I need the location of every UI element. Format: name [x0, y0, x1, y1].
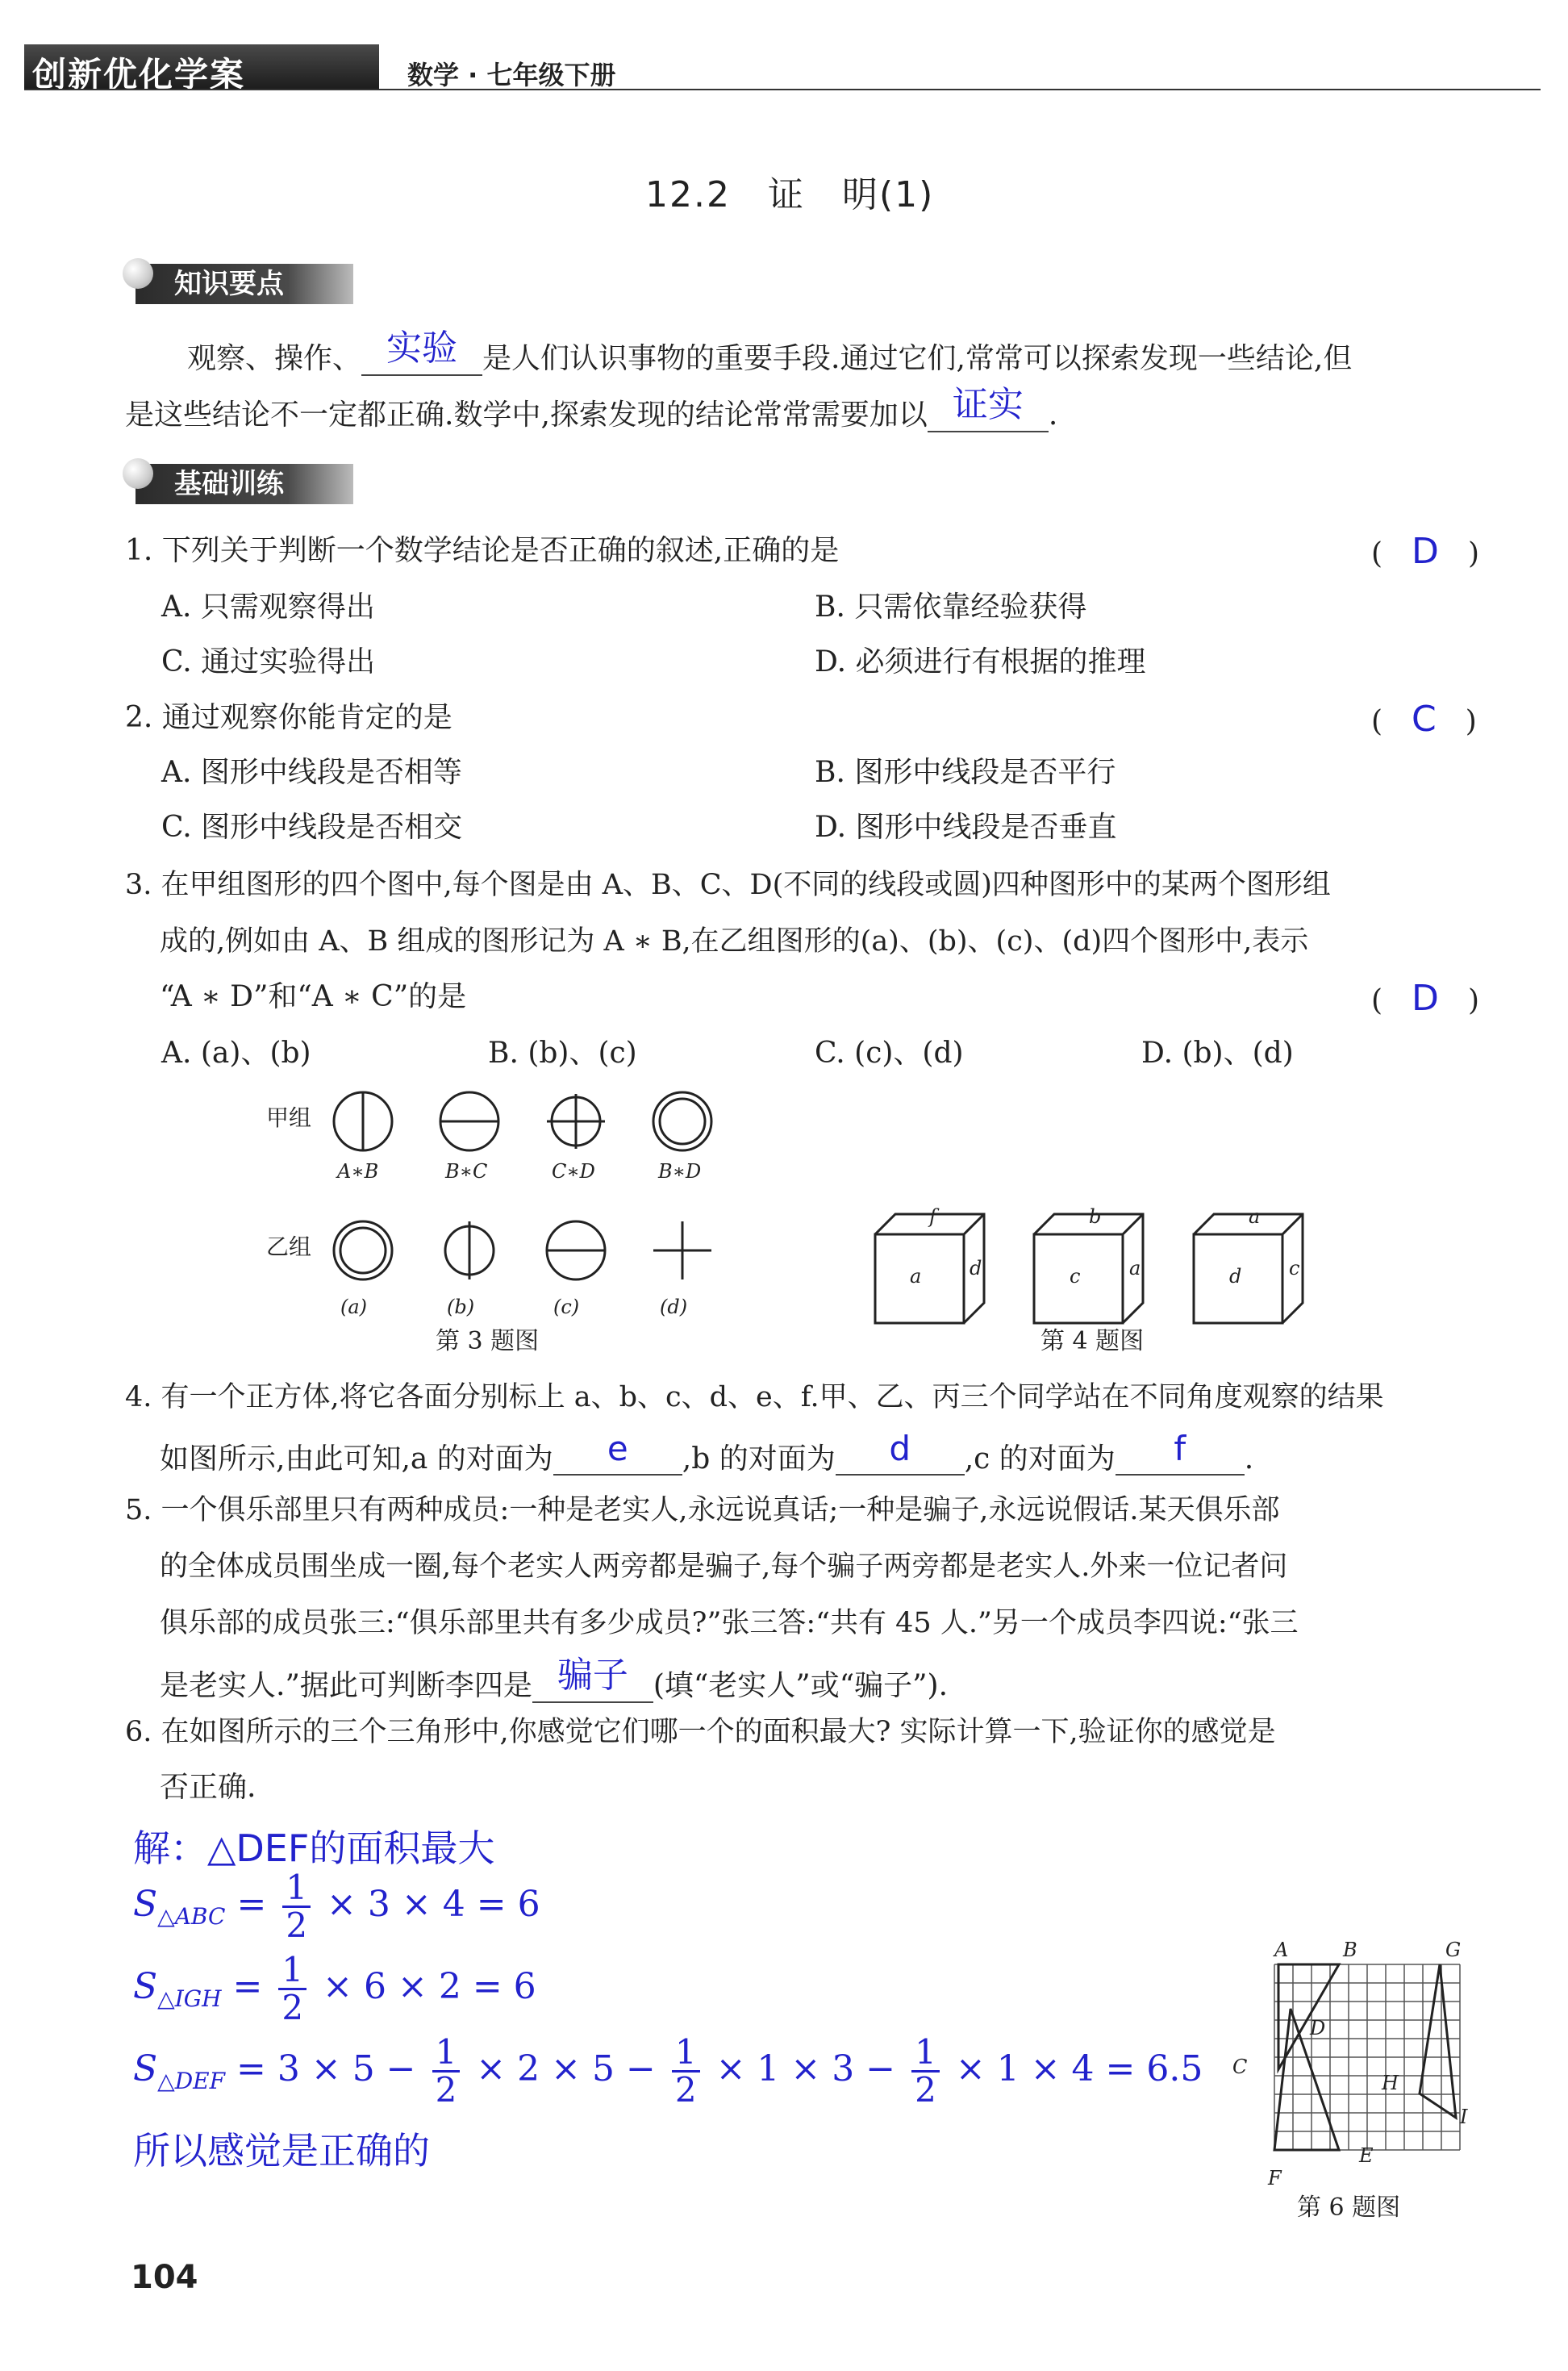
- q2-option-d: D. 图形中线段是否垂直: [815, 811, 1117, 844]
- q4-line2: 如图所示,由此可知,a 的对面为 e ,b 的对面为 d ,c 的对面为 f .: [160, 1429, 1254, 1476]
- q1-option-c: C. 通过实验得出: [161, 645, 376, 678]
- fill-blank-1: 实验: [386, 328, 458, 369]
- q1-option-b: B. 只需依靠经验获得: [815, 591, 1087, 624]
- q3-option-a: A. (a)、(b): [161, 1037, 311, 1070]
- q3-option-d: D. (b)、(d): [1141, 1037, 1294, 1070]
- fill-blank-2: 证实: [952, 384, 1024, 425]
- fig3-b-star-c: [440, 1092, 498, 1150]
- q2-option-c: C. 图形中线段是否相交: [161, 811, 463, 844]
- q1-answer-box: ( D ): [1371, 531, 1479, 572]
- cube-1: [875, 1214, 984, 1323]
- cube2-front: c: [1070, 1265, 1081, 1288]
- fig3-figure-a: [334, 1221, 392, 1279]
- fig3-figure-c: [547, 1221, 605, 1279]
- q5-line1: 5. 一个俱乐部里只有两种成员:一种是老实人,永远说真话;一种是骗子,永远说假话.某天俱乐部: [125, 1494, 1280, 1526]
- fig6-label-h: H: [1382, 2072, 1399, 2094]
- fig6-label-f: F: [1268, 2167, 1282, 2189]
- q1-option-a: A. 只需观察得出: [161, 591, 375, 624]
- fig3-label-a: (a): [340, 1296, 368, 1318]
- section-knowledge: [136, 264, 353, 304]
- triangle-def: [1274, 2009, 1339, 2150]
- cube3-top: a: [1249, 1205, 1261, 1228]
- q2-option-a: A. 图形中线段是否相等: [161, 756, 462, 789]
- q3-line2: 成的,例如由 A、B 组成的图形记为 A ∗ B,在乙组图形的(a)、(b)、(c)、(d)四个图形中,表示: [160, 925, 1309, 958]
- q4-fill-1: e: [607, 1429, 628, 1468]
- fig3-label-2: B∗C: [445, 1160, 488, 1183]
- cube1-front: a: [910, 1265, 922, 1288]
- cube3-side: c: [1289, 1257, 1300, 1279]
- cube2-side: a: [1129, 1257, 1141, 1279]
- q3-answer: D: [1412, 978, 1439, 1019]
- fig6-label-i: I: [1460, 2106, 1468, 2128]
- fig3-b-star-d: [653, 1092, 711, 1150]
- figure-6: [1254, 1948, 1472, 2174]
- fig3-group1-label: 甲组: [266, 1104, 312, 1131]
- q2-option-b: B. 图形中线段是否平行: [815, 756, 1116, 789]
- q4-fill-2: d: [889, 1429, 911, 1468]
- section-knowledge-label: 知识要点: [174, 268, 284, 300]
- section-basic-label: 基础训练: [174, 468, 284, 500]
- section-basic: [136, 464, 353, 504]
- q3-line3: “A ∗ D”和“A ∗ C”的是: [160, 980, 467, 1013]
- fig3-c-star-d: [547, 1094, 605, 1149]
- q5-line3: 俱乐部的成员张三:“俱乐部里共有多少成员?”张三答:“共有 45 人.”另一个成员李四说:“张三: [160, 1607, 1299, 1639]
- fig3-figure-b: [445, 1221, 494, 1279]
- q1-answer: D: [1412, 531, 1439, 572]
- cube2-top: b: [1089, 1205, 1102, 1228]
- cube-2: [1034, 1214, 1143, 1323]
- bulb-icon: [123, 258, 153, 289]
- fig6-label-c: C: [1232, 2056, 1248, 2078]
- cube1-top: f: [929, 1205, 936, 1228]
- cube-3: [1194, 1214, 1303, 1323]
- fig3-label-3: C∗D: [552, 1160, 595, 1183]
- fig6-label-d: D: [1310, 2017, 1326, 2039]
- q3-option-b: B. (b)、(c): [488, 1037, 637, 1070]
- q5-line4: 是老实人.”据此可判断李四是 骗子 (填“老实人”或“骗子”).: [160, 1655, 949, 1702]
- solution-line1: 解：△DEF的面积最大: [133, 1826, 495, 1870]
- q4-line1: 4. 有一个正方体,将它各面分别标上 a、b、c、d、e、f.甲、乙、丙三个同学站在不同角度观察的结果: [125, 1381, 1384, 1413]
- cube3-front: d: [1229, 1265, 1242, 1288]
- solution-igh: $S_{\triangle IGH}$ = $\frac{1}{2}$ × 6 × 2 = 6: [133, 1950, 536, 2028]
- header-subtitle: 数学 · 七年级下册: [407, 60, 616, 90]
- cube1-side: d: [970, 1257, 982, 1279]
- q1-stem: 1. 下列关于判断一个数学结论是否正确的叙述,正确的是: [125, 534, 840, 567]
- solution-abc: $S_{\triangle ABC}$ = $\frac{1}{2}$ × 3 × 4 = 6: [133, 1868, 540, 1946]
- q6-line1: 6. 在如图所示的三个三角形中,你感觉它们哪一个的面积最大? 实际计算一下,验证你的感觉是: [125, 1716, 1276, 1748]
- fig6-label-g: G: [1445, 1939, 1462, 1961]
- solution-def: $S_{\triangle DEF} = 3 \times 5$ − $\frac{1}{2}$ × 2 × 5 − $\frac{1}{2}$ × 1 × 3 − $\frac{1}{2}$ × 1 × 4 = 6.5: [133, 2032, 1203, 2110]
- q4-fill-3: f: [1174, 1429, 1186, 1468]
- fig6-caption: 第 6 题图: [1297, 2194, 1401, 2222]
- fig4-caption: 第 4 题图: [1040, 1327, 1145, 1355]
- fig6-label-e: E: [1359, 2144, 1374, 2167]
- header-rule: [24, 89, 1541, 90]
- q2-answer: C: [1412, 699, 1437, 740]
- q3-line1: 3. 在甲组图形的四个图中,每个图是由 A、B、C、D(不同的线段或圆)四种图形中的某两个图形组: [125, 869, 1331, 901]
- fig3-label-d: (d): [660, 1296, 688, 1318]
- bulb-icon: [123, 458, 153, 489]
- q2-stem: 2. 通过观察你能肯定的是: [125, 701, 452, 734]
- q3-answer-box: ( D ): [1371, 978, 1479, 1019]
- fig3-label-4: B∗D: [658, 1160, 702, 1183]
- q1-option-d: D. 必须进行有根据的推理: [815, 645, 1146, 678]
- q3-option-c: C. (c)、(d): [815, 1037, 964, 1070]
- q5-fill: 骗子: [557, 1655, 628, 1696]
- q6-line2: 否正确.: [160, 1771, 256, 1804]
- page-number: 104: [131, 2259, 198, 2296]
- header-logo: 创新优化学案: [32, 55, 246, 94]
- fig3-label-c: (c): [553, 1296, 580, 1318]
- fig3-caption: 第 3 题图: [436, 1327, 540, 1355]
- fig6-label-b: B: [1343, 1939, 1357, 1961]
- fig3-figure-d: [653, 1221, 711, 1279]
- page-title: 12.2 证 明(1): [645, 174, 935, 215]
- fig3-label-b: (b): [447, 1296, 475, 1318]
- q2-answer-box: ( C ): [1371, 699, 1477, 740]
- fig3-group2-label: 乙组: [266, 1234, 312, 1260]
- knowledge-line1: 观察、操作、 实验 是人们认识事物的重要手段.通过它们,常常可以探索发现一些结论,但: [187, 328, 1353, 375]
- fig3-a-star-b: [334, 1092, 392, 1150]
- knowledge-line2: 是这些结论不一定都正确.数学中,探索发现的结论常常需要加以 证实 .: [125, 384, 1058, 432]
- fig3-label-1: A∗B: [337, 1160, 379, 1183]
- fig6-label-a: A: [1274, 1939, 1289, 1961]
- solution-conclusion: 所以感觉是正确的: [133, 2129, 430, 2173]
- q5-line2: 的全体成员围坐成一圈,每个老实人两旁都是骗子,每个骗子两旁都是老实人.外来一位记者问: [160, 1551, 1288, 1583]
